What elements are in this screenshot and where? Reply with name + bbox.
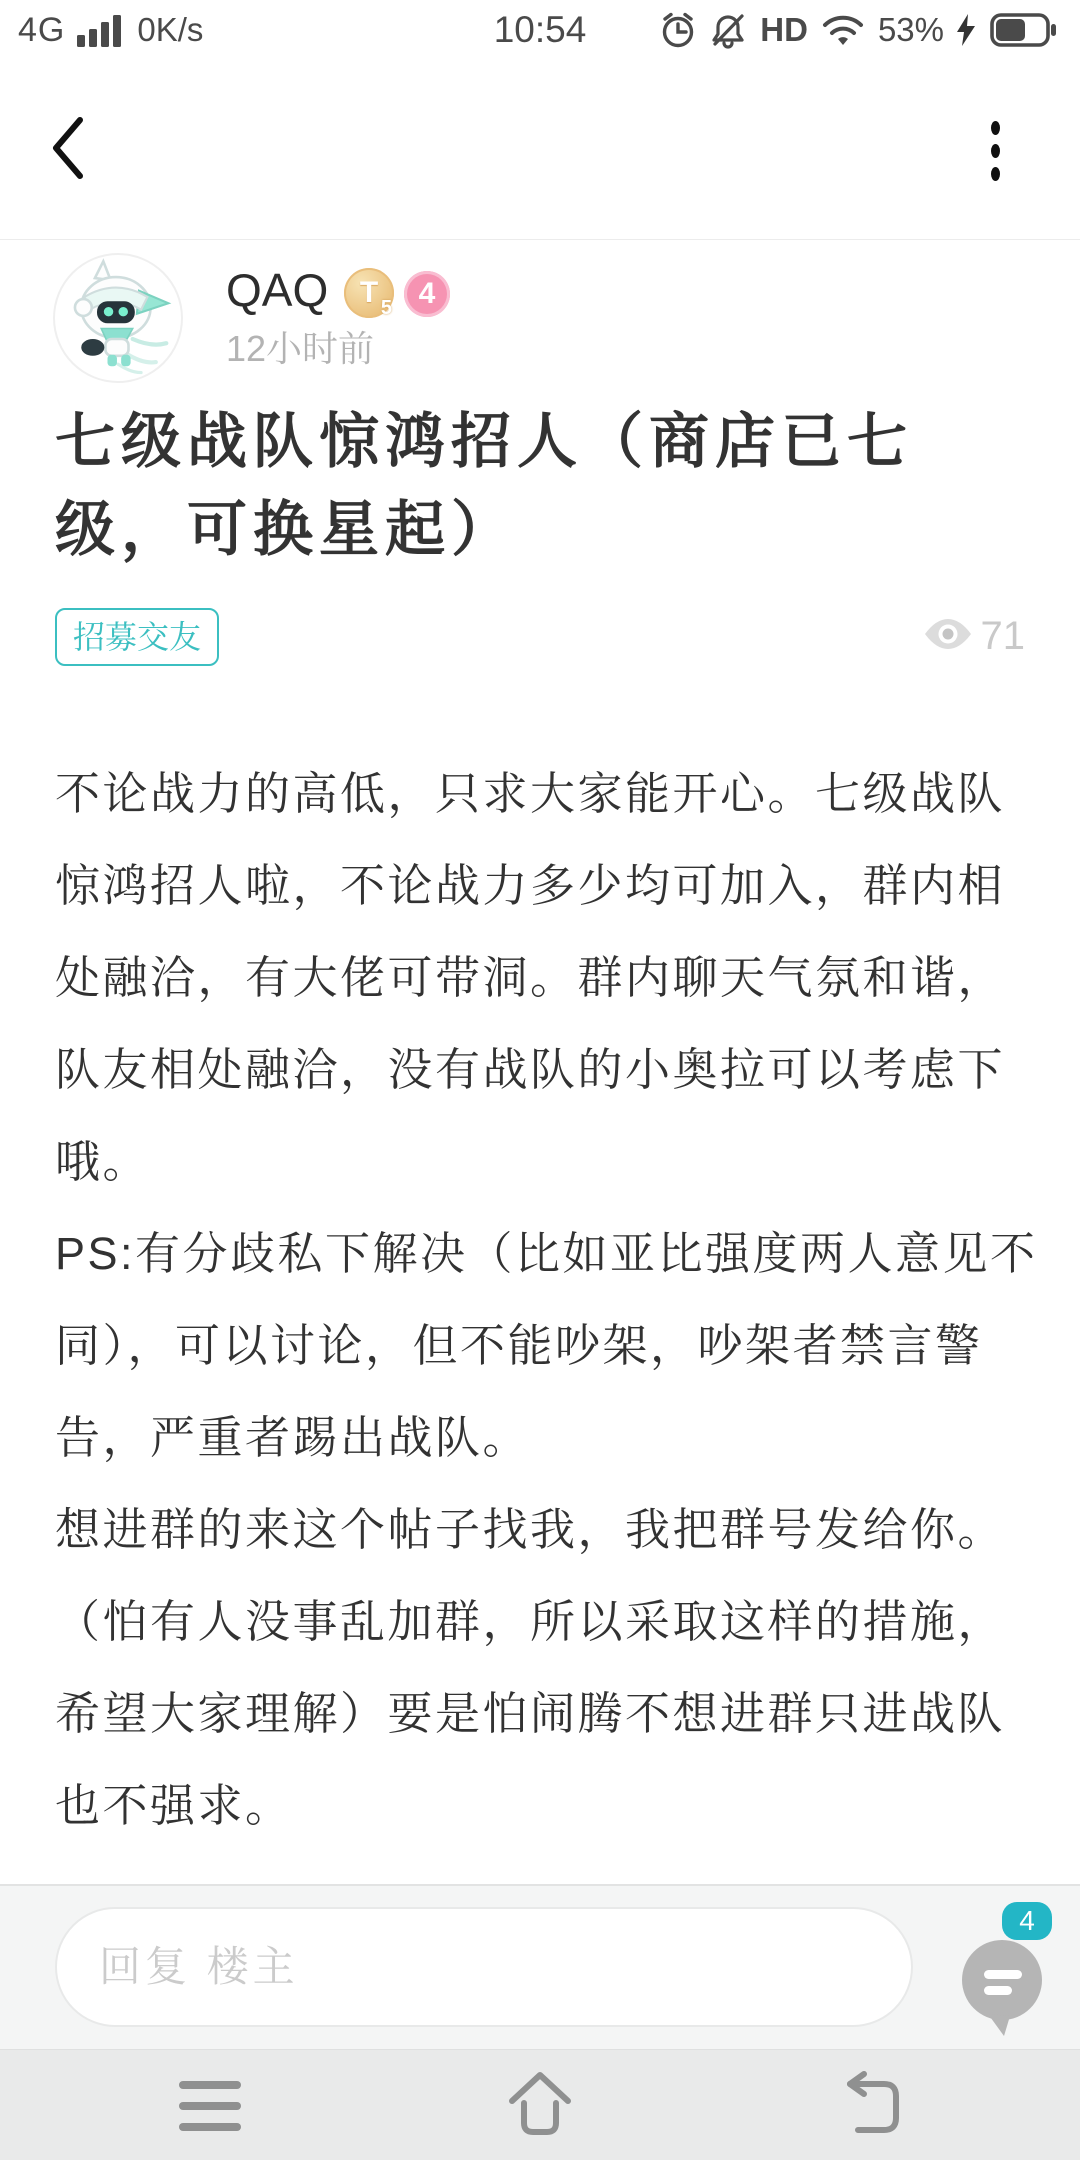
home-icon [500,2067,580,2144]
comment-bubble-icon [958,1938,1050,2043]
tag-row [55,608,1025,670]
post-body [55,748,1038,1852]
nav-back-button[interactable] [808,2050,928,2160]
comments-button[interactable] [948,1894,1068,2044]
battery-percent-label: 53% [877,11,944,48]
post-content [0,240,1080,1884]
post-timestamp: 12小时前 [226,328,375,369]
wifi-icon [821,13,865,47]
kebab-menu-icon [991,121,1000,135]
body-line: 希望大家理解）要是怕闹腾不想进群只进战队 [55,1688,1006,1739]
author-name[interactable]: QAQ [226,264,329,316]
hd-label: HD [760,11,808,48]
view-count: 71 [980,614,1025,658]
body-line: 告，严重者踢出战队。 [55,1412,531,1463]
body-line: 哦。 [55,1136,151,1187]
post-title: 七级战队惊鸿招人（商店已七 级，可换星起） [55,408,913,563]
battery-icon [990,13,1058,47]
nav-home-button[interactable] [480,2050,600,2160]
level-badge: 4 [404,271,450,317]
clock-label: 10:54 [493,9,587,50]
coin-badge: T 5 [344,268,394,318]
status-bar [0,0,1080,60]
topic-tag[interactable]: 招募交友 [55,608,219,666]
comment-count-badge: 4 [1002,1902,1052,1940]
alarm-clock-icon [660,11,696,49]
view-counter [923,614,1026,659]
network-speed-label: 0K/s [137,11,204,48]
body-line: 想进群的来这个帖子找我，我把群号发给你。 [55,1504,1006,1555]
nav-recents-button[interactable] [150,2050,270,2160]
body-line: PS:有分歧私下解决（比如亚比强度两人意见不 [55,1228,1038,1279]
reply-input[interactable] [55,1907,913,2027]
body-line: （怕有人没事乱加群，所以采取这样的措施， [55,1596,1006,1647]
body-line: 也不强求。 [55,1780,293,1831]
body-line: 同），可以讨论，但不能吵架，吵架者禁言警 [55,1320,983,1371]
more-options-button[interactable] [980,118,1010,184]
charging-bolt-icon [957,14,977,46]
system-nav-bar [0,2049,1080,2160]
bell-muted-icon [709,11,747,49]
back-button[interactable] [48,115,108,185]
back-chevron-icon [48,113,88,188]
body-line: 处融洽，有大佬可带洞。群内聊天气氛和谐， [55,952,1006,1003]
nav-back-icon [828,2070,908,2141]
recents-icon [179,2081,241,2131]
signal-bars-icon [75,13,127,47]
body-line: 惊鸿招人啦，不论战力多少均可加入，群内相 [55,860,1006,911]
title-bar [0,60,1080,240]
author-avatar[interactable] [55,255,181,381]
body-line: 队友相处融洽，没有战队的小奥拉可以考虑下 [55,1044,1006,1095]
network-type-label: 4G [18,10,66,49]
reply-bar [0,1884,1080,2049]
body-line: 不论战力的高低，只求大家能开心。七级战队 [55,768,1006,819]
eye-icon [923,616,973,657]
